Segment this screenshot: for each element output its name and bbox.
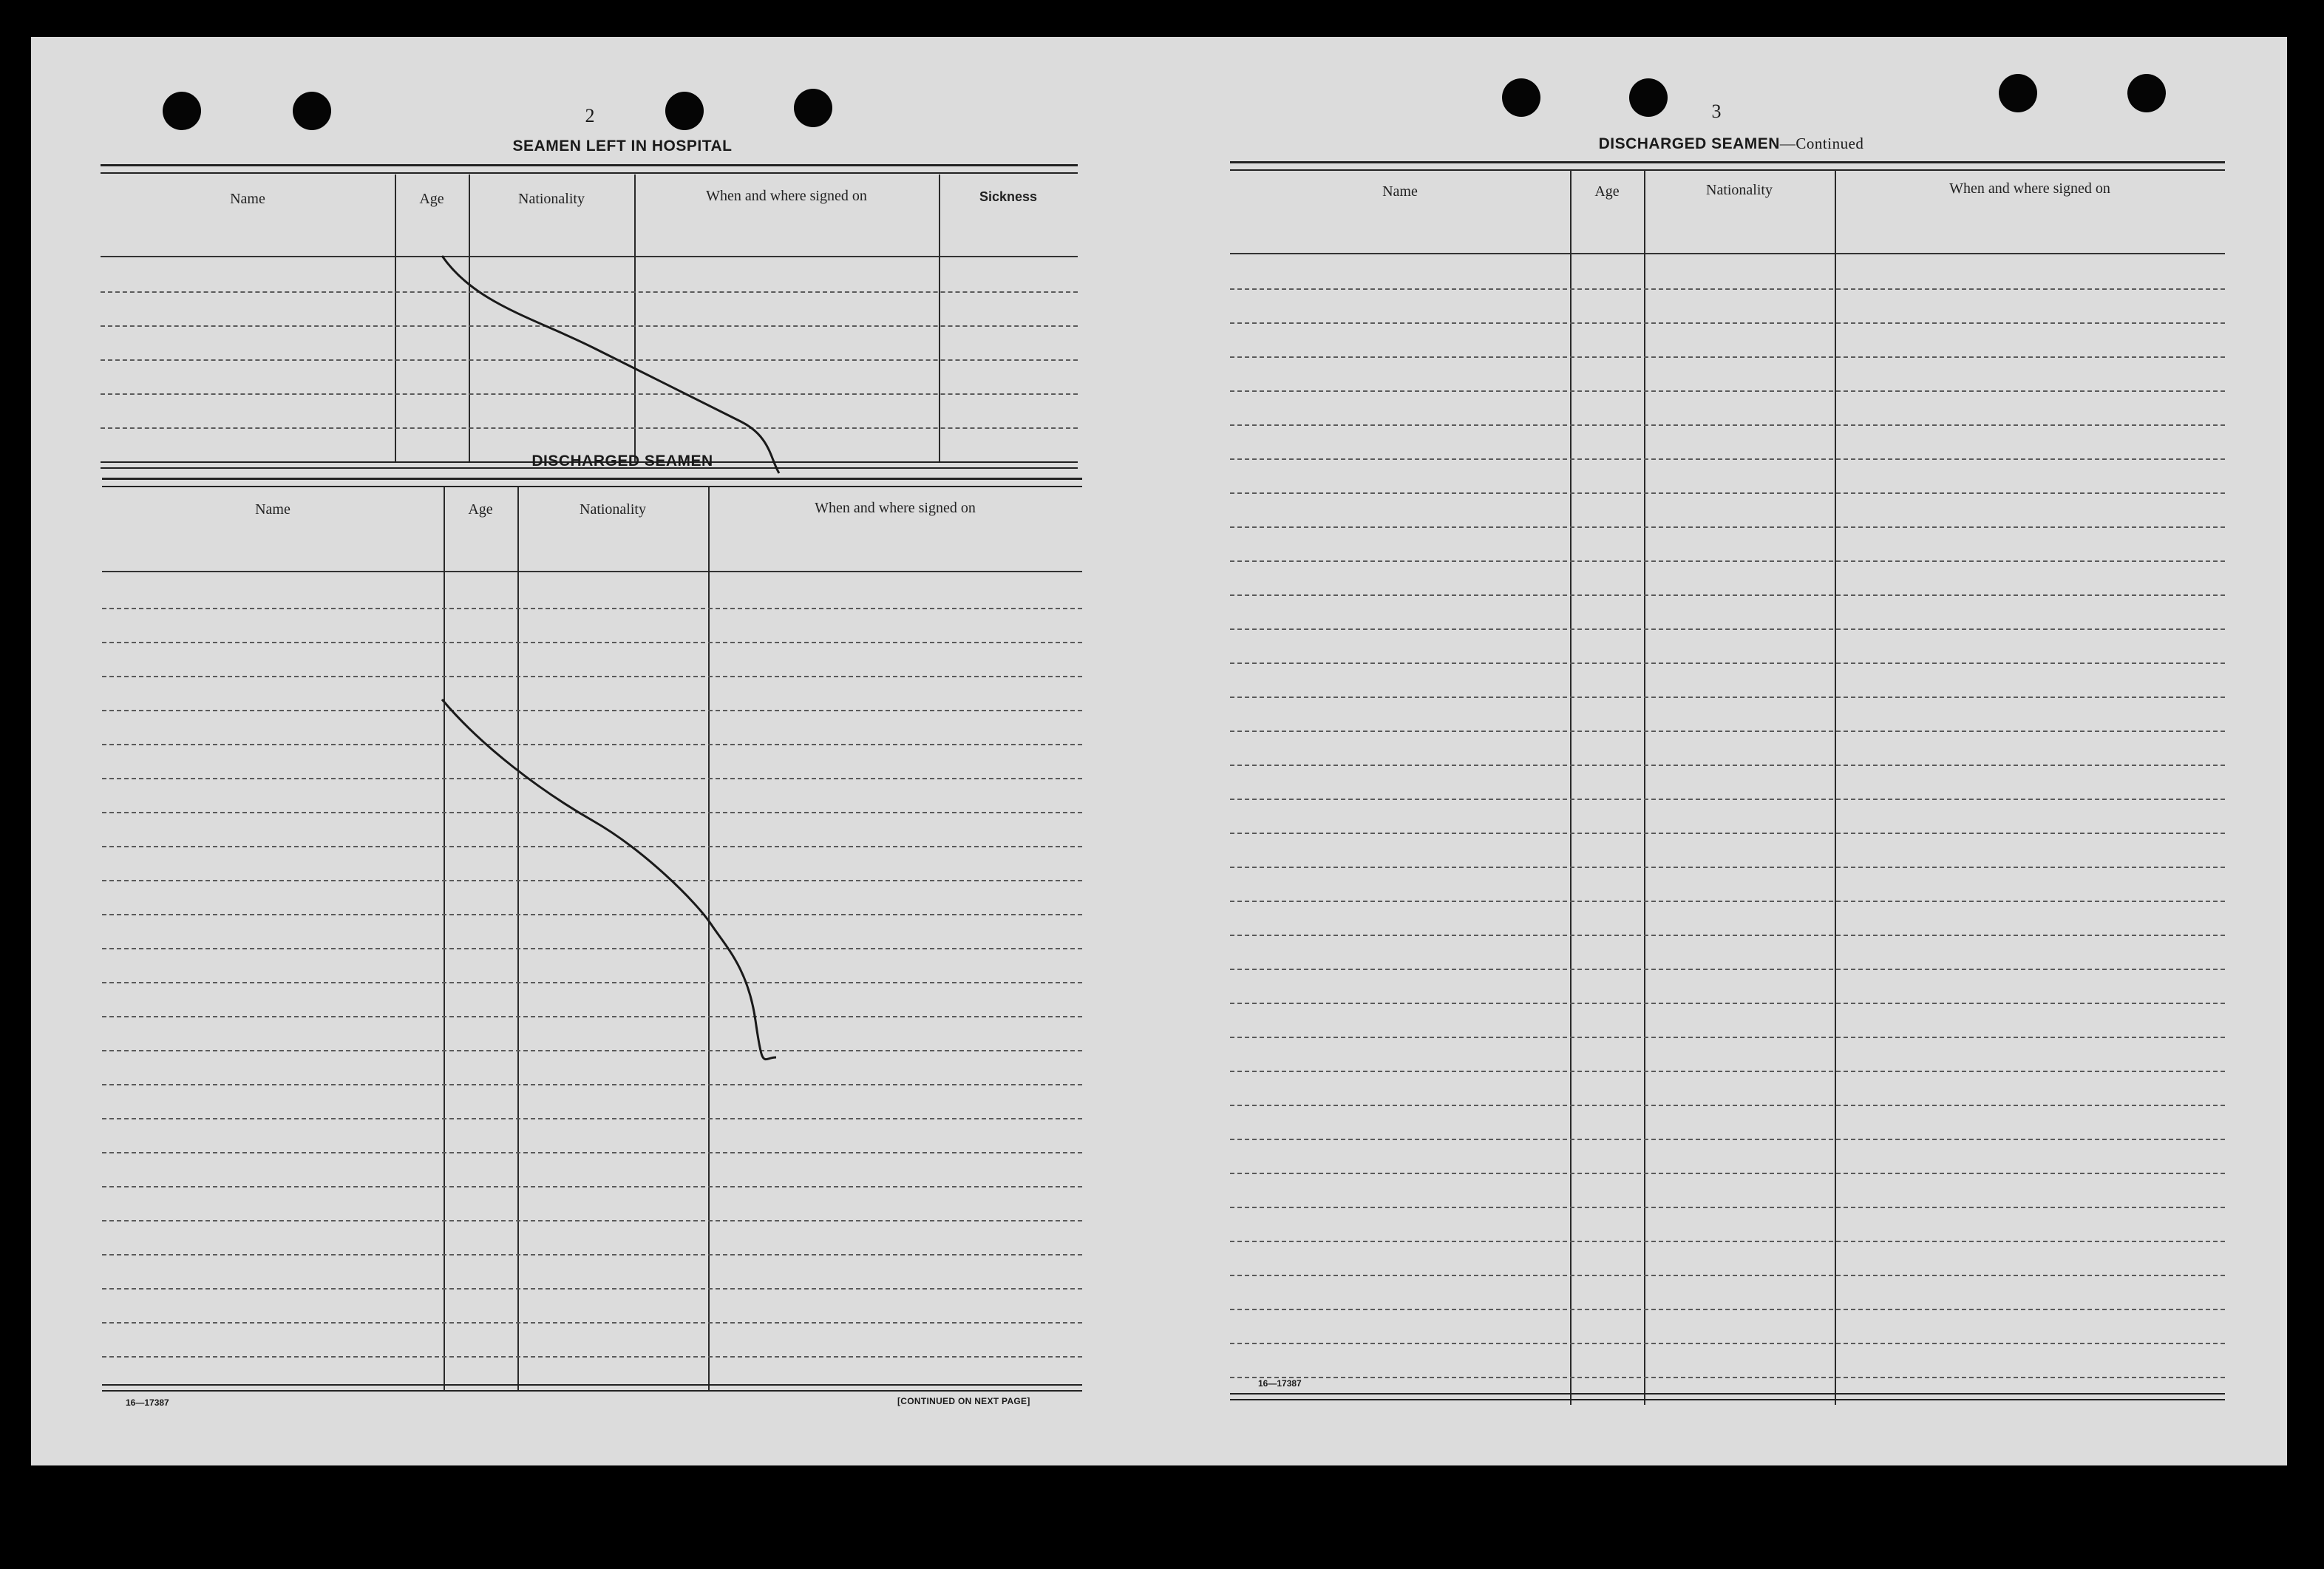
page-number-left: 2 <box>585 105 595 126</box>
form-code-right: 16—17387 <box>1258 1378 1302 1389</box>
continued-suffix: —Continued <box>1779 135 1864 152</box>
col-header-when-where: When and where signed on <box>1949 180 2110 197</box>
hospital-section-title: SEAMEN LEFT IN HOSPITAL <box>512 138 733 155</box>
col-header-nationality: Nationality <box>1706 182 1773 198</box>
col-header-when-where: When and where signed on <box>706 188 867 204</box>
continued-note: [CONTINUED ON NEXT PAGE] <box>897 1396 1030 1406</box>
pen-stroke-discharged <box>442 699 776 1060</box>
pen-stroke-hospital <box>442 256 779 473</box>
col-header-name: Name <box>230 191 265 207</box>
form-sheet <box>31 37 2287 1465</box>
col-header-age: Age <box>1594 183 1620 200</box>
pen-stroke <box>31 37 2287 1465</box>
form-code-left: 16—17387 <box>126 1397 169 1408</box>
col-header-name: Name <box>255 501 290 518</box>
col-header-when-where: When and where signed on <box>815 500 976 516</box>
col-header-sickness: Sickness <box>979 189 1038 204</box>
discharged-section-title: DISCHARGED SEAMEN <box>531 453 713 470</box>
page-number-right: 3 <box>1711 101 1722 122</box>
col-header-age: Age <box>419 191 444 207</box>
col-header-nationality: Nationality <box>518 191 585 207</box>
col-header-nationality: Nationality <box>580 501 646 518</box>
discharged-continued-title-text: DISCHARGED SEAMEN <box>1598 135 1780 152</box>
col-header-name: Name <box>1382 183 1418 200</box>
col-header-age: Age <box>468 501 493 518</box>
